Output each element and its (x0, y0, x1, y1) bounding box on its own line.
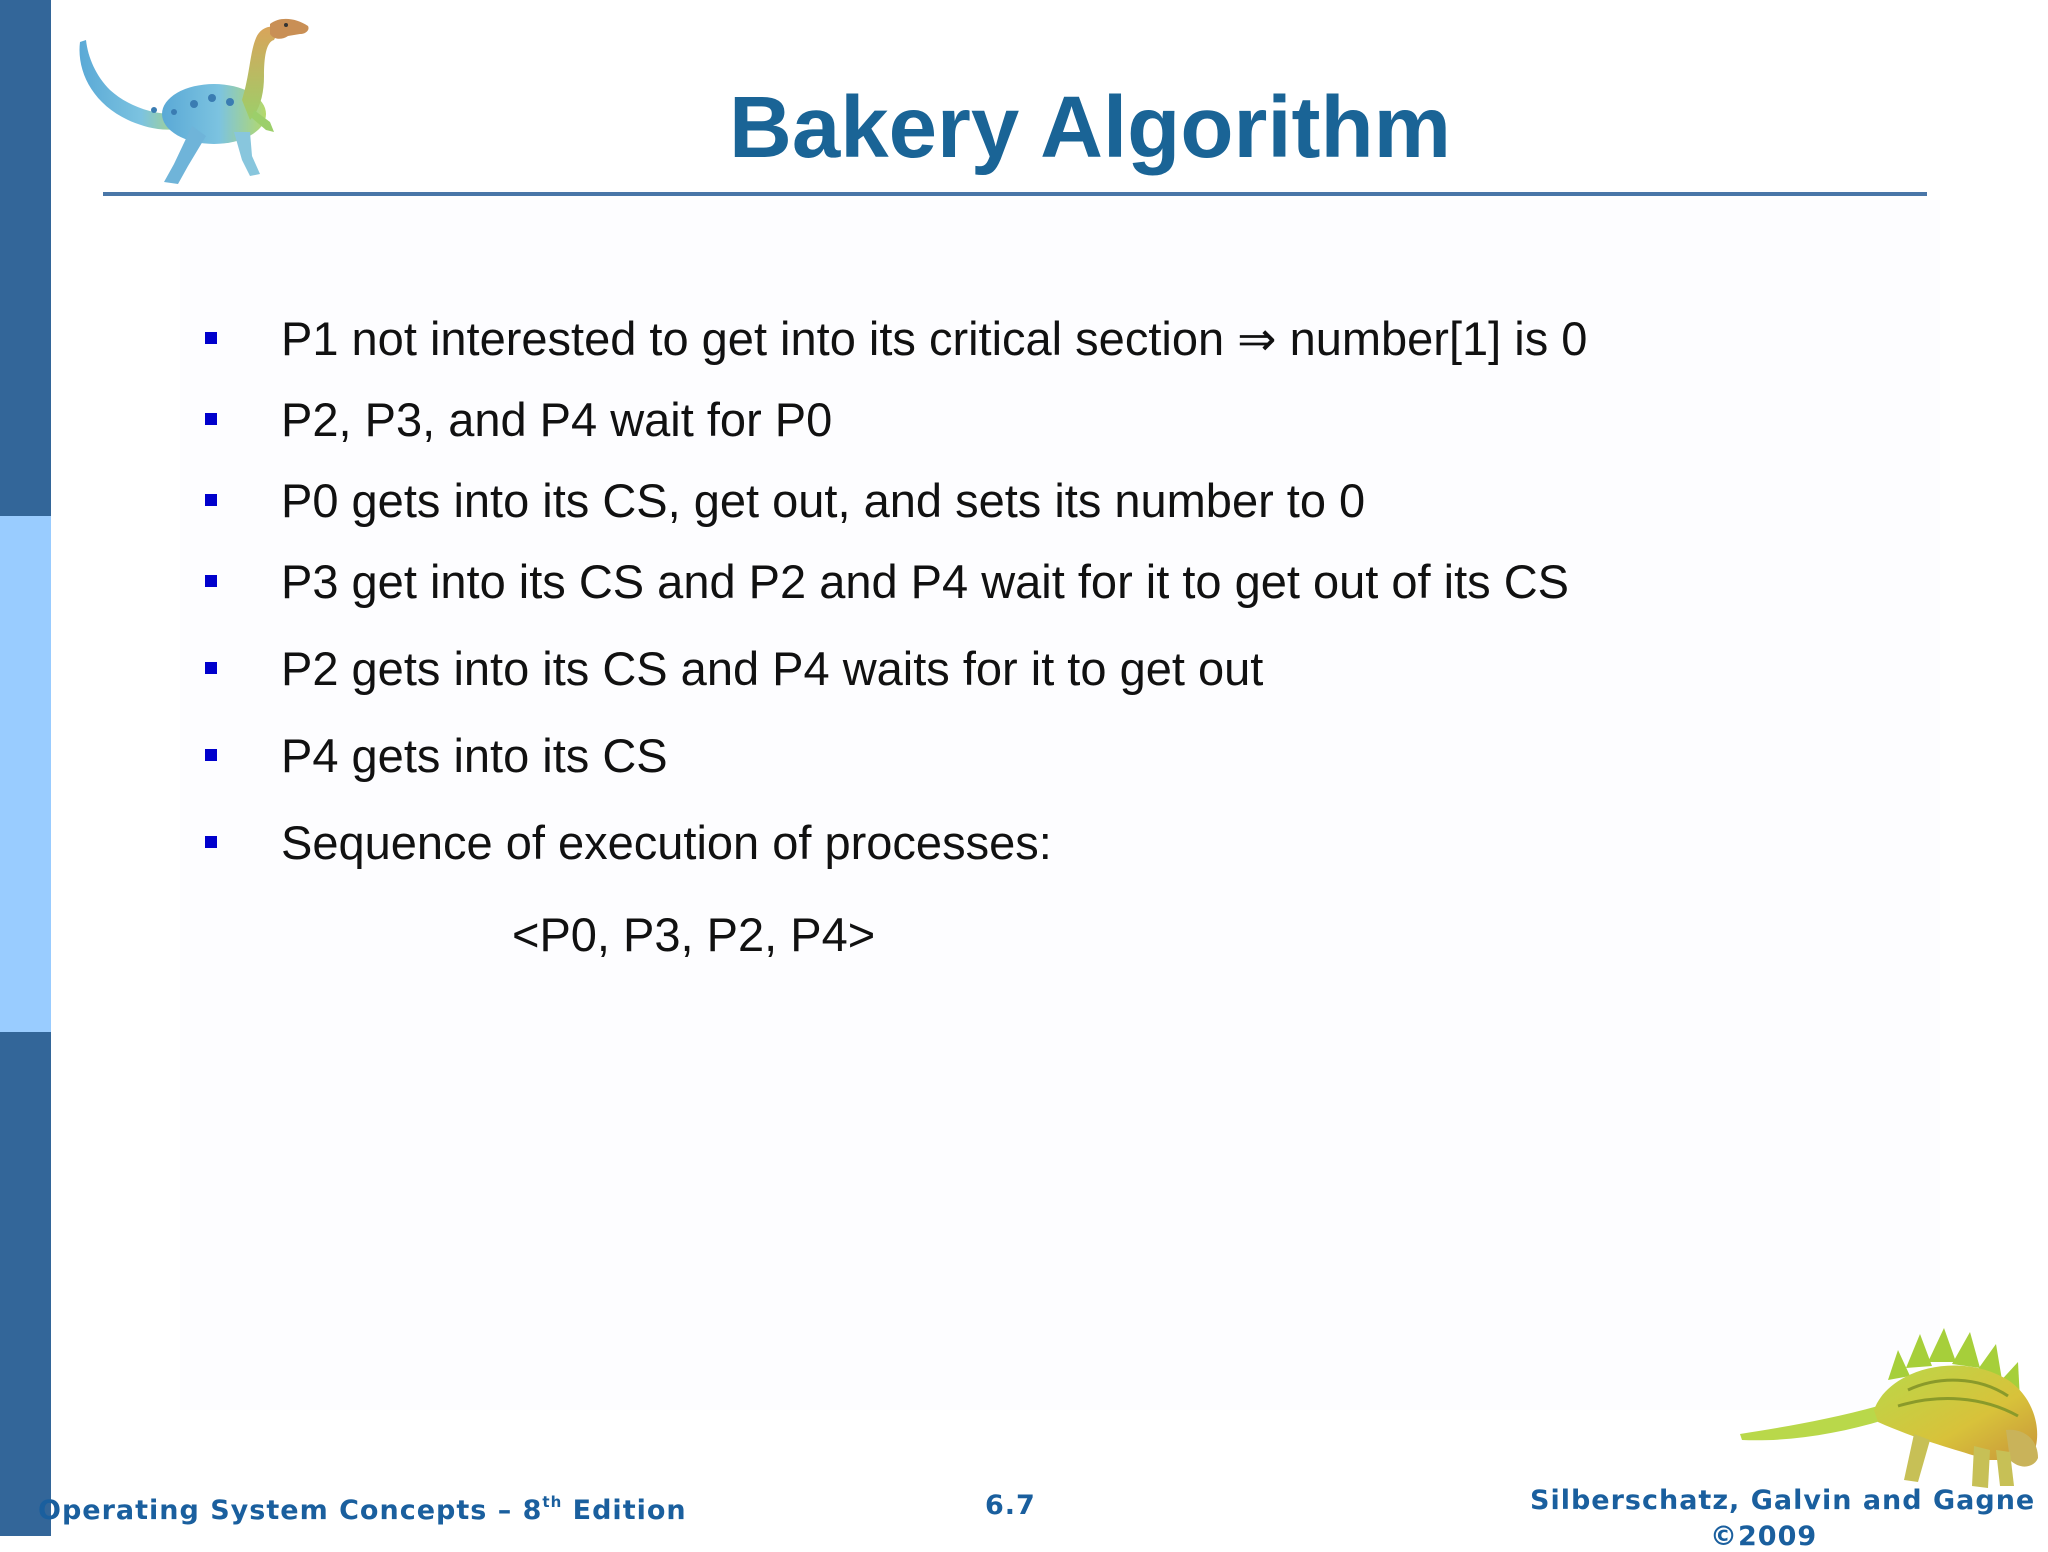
footer-authors: Silberschatz, Galvin and Gagne (1530, 1485, 2036, 1516)
bullet-text: Sequence of execution of processes: (281, 816, 1052, 869)
bullet-square-icon (205, 332, 217, 344)
sidebar-band-top (0, 0, 51, 516)
bullet-text: P2 gets into its CS and P4 waits for it to get out (281, 642, 1264, 695)
sidebar-band-middle (0, 516, 51, 1032)
content-area (180, 200, 1940, 1410)
footer-copyright: ©2009 (1710, 1521, 1818, 1552)
stegosaurus-logo-icon (1738, 1310, 2048, 1500)
bullet-text: P4 gets into its CS (281, 729, 668, 782)
sidebar-band-bottom (0, 1032, 51, 1536)
bullet-text: P0 gets into its CS, get out, and sets its number to 0 (281, 474, 1366, 527)
bullet-text: P2, P3, and P4 wait for P0 (281, 393, 833, 446)
bullet-square-icon (205, 494, 217, 506)
footer-book-superscript: th (542, 1493, 563, 1511)
bullet-square-icon (205, 749, 217, 761)
bullet-square-icon (205, 413, 217, 425)
footer-book-prefix: Operating System Concepts – 8 (38, 1495, 543, 1526)
dinosaur-logo-icon (74, 14, 314, 192)
bullet-square-icon (205, 662, 217, 674)
slide-title: Bakery Algorithm (729, 79, 1451, 176)
footer-book-title (38, 1493, 687, 1526)
bullet-square-icon (205, 836, 217, 848)
bullet-text: P3 get into its CS and P2 and P4 wait for it to get out of its CS (281, 555, 1569, 608)
footer-page-number: 6.7 (985, 1490, 1036, 1521)
execution-sequence: <P0, P3, P2, P4> (512, 908, 876, 961)
bullet-square-icon (205, 575, 217, 587)
bullet-text: P1 not interested to get into its critical section ⇒ number[1] is 0 (281, 312, 1588, 365)
title-divider (103, 192, 1927, 196)
footer-book-suffix: Edition (562, 1495, 687, 1526)
